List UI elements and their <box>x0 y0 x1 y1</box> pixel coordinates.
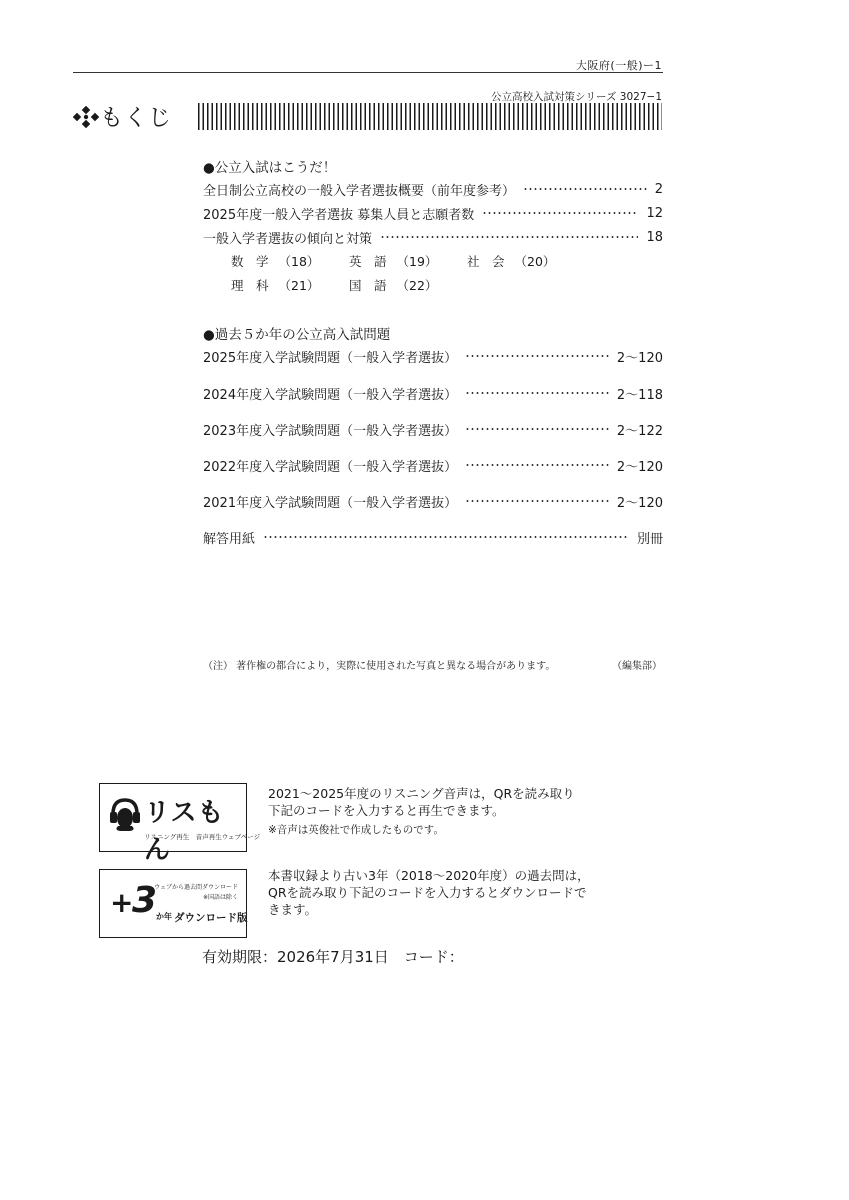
toc-row-page: 12 <box>646 205 663 221</box>
download-line-1: 本書収録より古い3年（2018〜2020年度）の過去問は， <box>268 868 590 883</box>
plus-sign: + <box>110 886 134 919</box>
toc-row-label: 2025年度一般入学者選抜 募集人員と志願者数 <box>203 207 475 223</box>
toc-row-page: 2〜120 <box>616 495 663 511</box>
toc-row-label: 2023年度入学試験問題（一般入学者選抜） <box>203 423 458 439</box>
validity-and-code: 有効期限：2026年7月31日 コード： <box>202 948 464 966</box>
toc-row-label: 一般入学者選抜の傾向と対策 <box>203 231 373 247</box>
dot-leader <box>523 188 647 190</box>
headphone-squirrel-icon <box>108 796 142 832</box>
toc-row-label: 2022年度入学試験問題（一般入学者選抜） <box>203 459 458 475</box>
toc-row-page: 18 <box>646 229 663 245</box>
download-info <box>268 867 590 918</box>
section-heading-past-exams: ●過去５か年の公立高入試問題 <box>203 327 391 343</box>
subject-name: 理 科 <box>231 278 269 293</box>
toc-row-answer-sheet[interactable] <box>203 528 663 546</box>
dot-leader <box>263 536 629 538</box>
subject-name: 英 語 <box>349 254 387 269</box>
subject-english[interactable] <box>349 252 437 270</box>
listening-info <box>268 785 575 839</box>
dot-leader <box>465 355 609 357</box>
subject-name: 国 語 <box>349 278 387 293</box>
subject-name: 数 学 <box>231 254 269 269</box>
subject-name: 社 会 <box>467 254 505 269</box>
toc-row-page: 2〜118 <box>616 387 663 403</box>
listening-logo-text: リスもん <box>144 798 225 865</box>
toc-row[interactable] <box>203 204 663 222</box>
dot-leader <box>380 236 638 238</box>
download-logo-box[interactable] <box>99 869 247 938</box>
toc-row-label: 解答用紙 <box>203 531 256 547</box>
header-rule <box>73 72 663 73</box>
section-heading-public-exam: ●公立入試はこうだ！ <box>203 160 337 176</box>
listening-logo-subtext: リスニング再生 音声再生ウェブページ <box>144 833 261 841</box>
listening-logo-box[interactable] <box>99 783 261 865</box>
toc-row-page: 別冊 <box>636 531 663 547</box>
subject-page: （22） <box>396 278 438 293</box>
toc-row-page: 2〜122 <box>616 423 663 439</box>
toc-row-page: 2〜120 <box>616 459 663 475</box>
editor-credit: （編集部） <box>612 661 662 672</box>
toc-row[interactable] <box>203 180 663 198</box>
series-label: 公立高校入試対策シリーズ 3027−1 <box>490 91 662 103</box>
download-line-2: QRを読み取り下記のコードを入力するとダウンロードで <box>268 885 587 900</box>
toc-row[interactable] <box>203 228 663 246</box>
download-caption-1: ウェブから過去問ダウンロード <box>154 884 238 891</box>
copyright-note: （注） 著作権の都合により，実際に使用された写真と異なる場合があります。 <box>203 661 556 672</box>
diamond-ornament-icon <box>73 106 99 128</box>
toc-row[interactable] <box>203 492 663 510</box>
download-years-suffix: か年 <box>156 912 172 921</box>
dot-leader <box>482 212 638 214</box>
subject-japanese[interactable] <box>349 276 437 294</box>
toc-row-page: 2〜120 <box>616 350 663 366</box>
toc-row-label: 2025年度入学試験問題（一般入学者選抜） <box>203 350 458 366</box>
toc-row[interactable] <box>203 456 663 474</box>
subject-page: （18） <box>278 254 320 269</box>
dot-leader <box>465 392 609 394</box>
dot-leader <box>465 500 609 502</box>
listening-line-2: 下記のコードを入力すると再生できます。 <box>268 803 505 818</box>
dot-leader <box>465 464 609 466</box>
toc-row-label: 2021年度入学試験問題（一般入学者選抜） <box>203 495 458 511</box>
title-hatch-bar <box>198 103 662 130</box>
download-line-3: きます。 <box>268 902 318 917</box>
listening-line-1: 2021〜2025年度のリスニング音声は，QRを読み取り <box>268 786 575 801</box>
page-reference: 大阪府(一般)ー1 <box>575 59 662 72</box>
listening-note: ※音声は英俊社で作成したものです。 <box>268 824 444 836</box>
subject-social[interactable] <box>467 252 555 270</box>
toc-row-page: 2 <box>654 181 663 197</box>
toc-row[interactable] <box>203 420 663 438</box>
subject-page: （21） <box>278 278 320 293</box>
download-years-number: 3 <box>132 880 158 921</box>
toc-row-label: 全日制公立高校の一般入学者選抜概要（前年度参考） <box>203 183 516 199</box>
subject-page: （20） <box>514 254 556 269</box>
toc-row[interactable] <box>203 347 663 365</box>
download-caption-2: ※国語は除く <box>202 894 238 901</box>
toc-row-label: 2024年度入学試験問題（一般入学者選抜） <box>203 387 458 403</box>
subject-page: （19） <box>396 254 438 269</box>
subject-math[interactable] <box>231 252 319 270</box>
subject-science[interactable] <box>231 276 319 294</box>
download-label: ダウンロード版 <box>174 912 248 924</box>
toc-row[interactable] <box>203 384 663 402</box>
dot-leader <box>465 428 609 430</box>
page-title: もくじ <box>100 105 172 131</box>
